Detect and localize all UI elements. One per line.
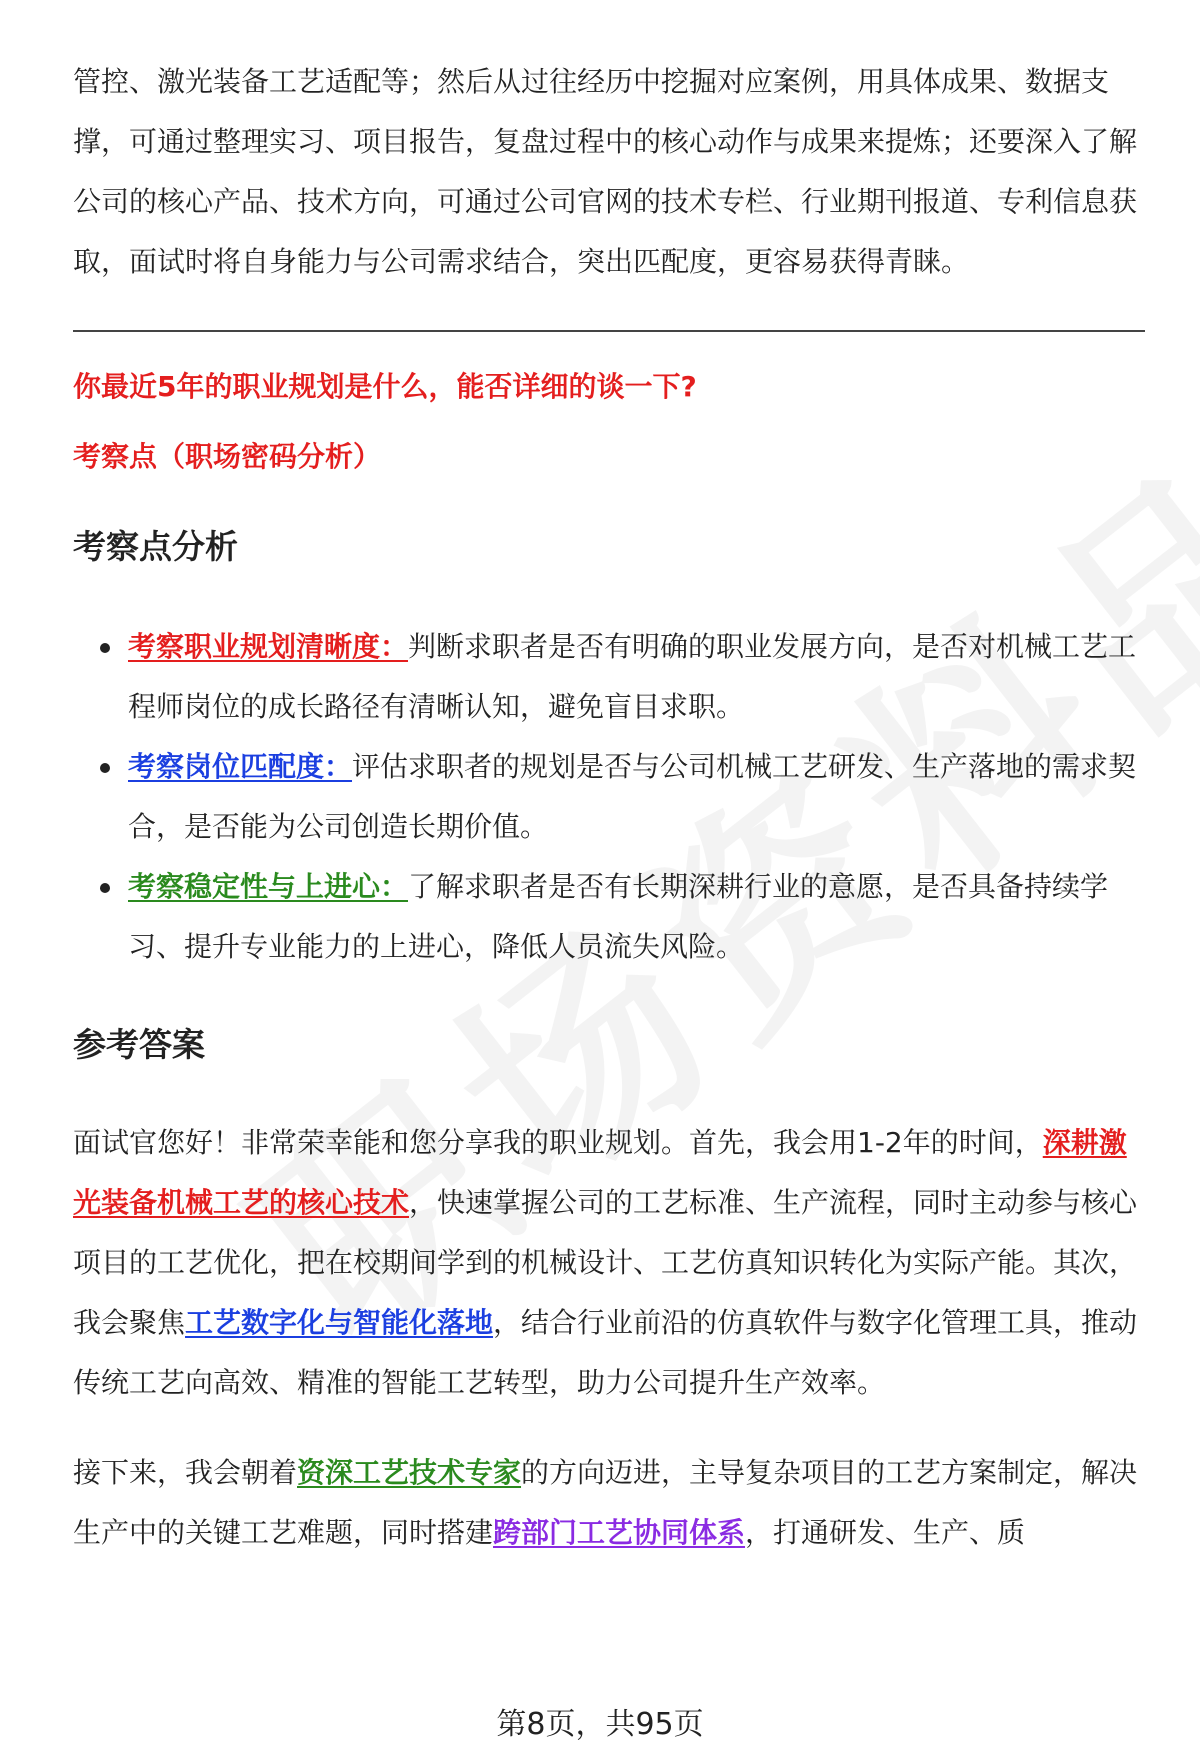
answer-text: ，结合行业前沿的仿真软件与数字化管理工具，推动传统工艺向高效、精准的智能工艺转型，助力公司提升生产效率。 bbox=[73, 1306, 1138, 1399]
point-text: 评估求职者的规划是否与公司机械工艺研发、生产落地的需求契合，是否能为公司创造长期价值。 bbox=[128, 750, 1137, 843]
section-divider bbox=[73, 330, 1145, 332]
answer-paragraph-1 bbox=[73, 1113, 1145, 1413]
answer-keyword: 工艺数字化与智能化落地 bbox=[185, 1306, 494, 1339]
answer-text: 接下来，我会朝着 bbox=[73, 1456, 298, 1489]
point-text: 判断求职者是否有明确的职业发展方向，是否对机械工艺工程师岗位的成长路径有清晰认知，避免盲目求职。 bbox=[128, 630, 1137, 723]
answer-text: ，打通研发、生产、质 bbox=[745, 1516, 1026, 1549]
answer-heading: 参考答案 bbox=[73, 1025, 205, 1064]
answer-keyword: 资深工艺技术专家 bbox=[297, 1456, 522, 1489]
answer-paragraph-2 bbox=[73, 1443, 1145, 1563]
answer-text: 面试官您好！非常荣幸能和您分享我的职业规划。首先，我会用1-2年的时间， bbox=[73, 1126, 1043, 1159]
list-item bbox=[128, 857, 1145, 977]
list-item bbox=[128, 617, 1145, 737]
analysis-list bbox=[73, 617, 1145, 977]
list-item bbox=[128, 737, 1145, 857]
intro-paragraph: 管控、激光装备工艺适配等；然后从过往经历中挖掘对应案例，用具体成果、数据支撑，可通过整理实习、项目报告，复盘过程中的核心动作与成果来提炼；还要深入了解公司的核心产品、技术方向，可通过公司官网的技术专栏、行业期刊报道、专利信息获取，面试时将自身能力与公司需求结合，突出匹配度，更容易获得青睐。 bbox=[73, 65, 1138, 278]
answer-keyword: 深耕激光装备机械工艺的核心技术 bbox=[73, 1126, 1127, 1219]
answer-keyword: 跨部门工艺协同体系 bbox=[493, 1516, 746, 1549]
page-number: 第8页，共95页 bbox=[496, 1707, 704, 1742]
point-key: 考察稳定性与上进心： bbox=[128, 870, 409, 903]
answer-text: 的方向迈进，主导复杂项目的工艺方案制定，解决生产中的关键工艺难题，同时搭建 bbox=[73, 1456, 1138, 1549]
point-key: 考察职业规划清晰度： bbox=[128, 630, 409, 663]
point-text: 了解求职者是否有长期深耕行业的意愿，是否具备持续学习、提升专业能力的上进心，降低人员流失风险。 bbox=[128, 870, 1109, 963]
page-content bbox=[73, 52, 1145, 1563]
point-key: 考察岗位匹配度： bbox=[128, 750, 353, 783]
question-title: 你最近5年的职业规划是什么，能否详细的谈一下? bbox=[73, 370, 697, 403]
answer-text: ，快速掌握公司的工艺标准、生产流程，同时主动参与核心项目的工艺优化，把在校期间学到的机械设计、工艺仿真知识转化为实际产能。其次，我会聚焦 bbox=[73, 1186, 1138, 1339]
points-title: 考察点（职场密码分析） bbox=[73, 440, 382, 473]
analysis-heading: 考察点分析 bbox=[73, 527, 238, 566]
